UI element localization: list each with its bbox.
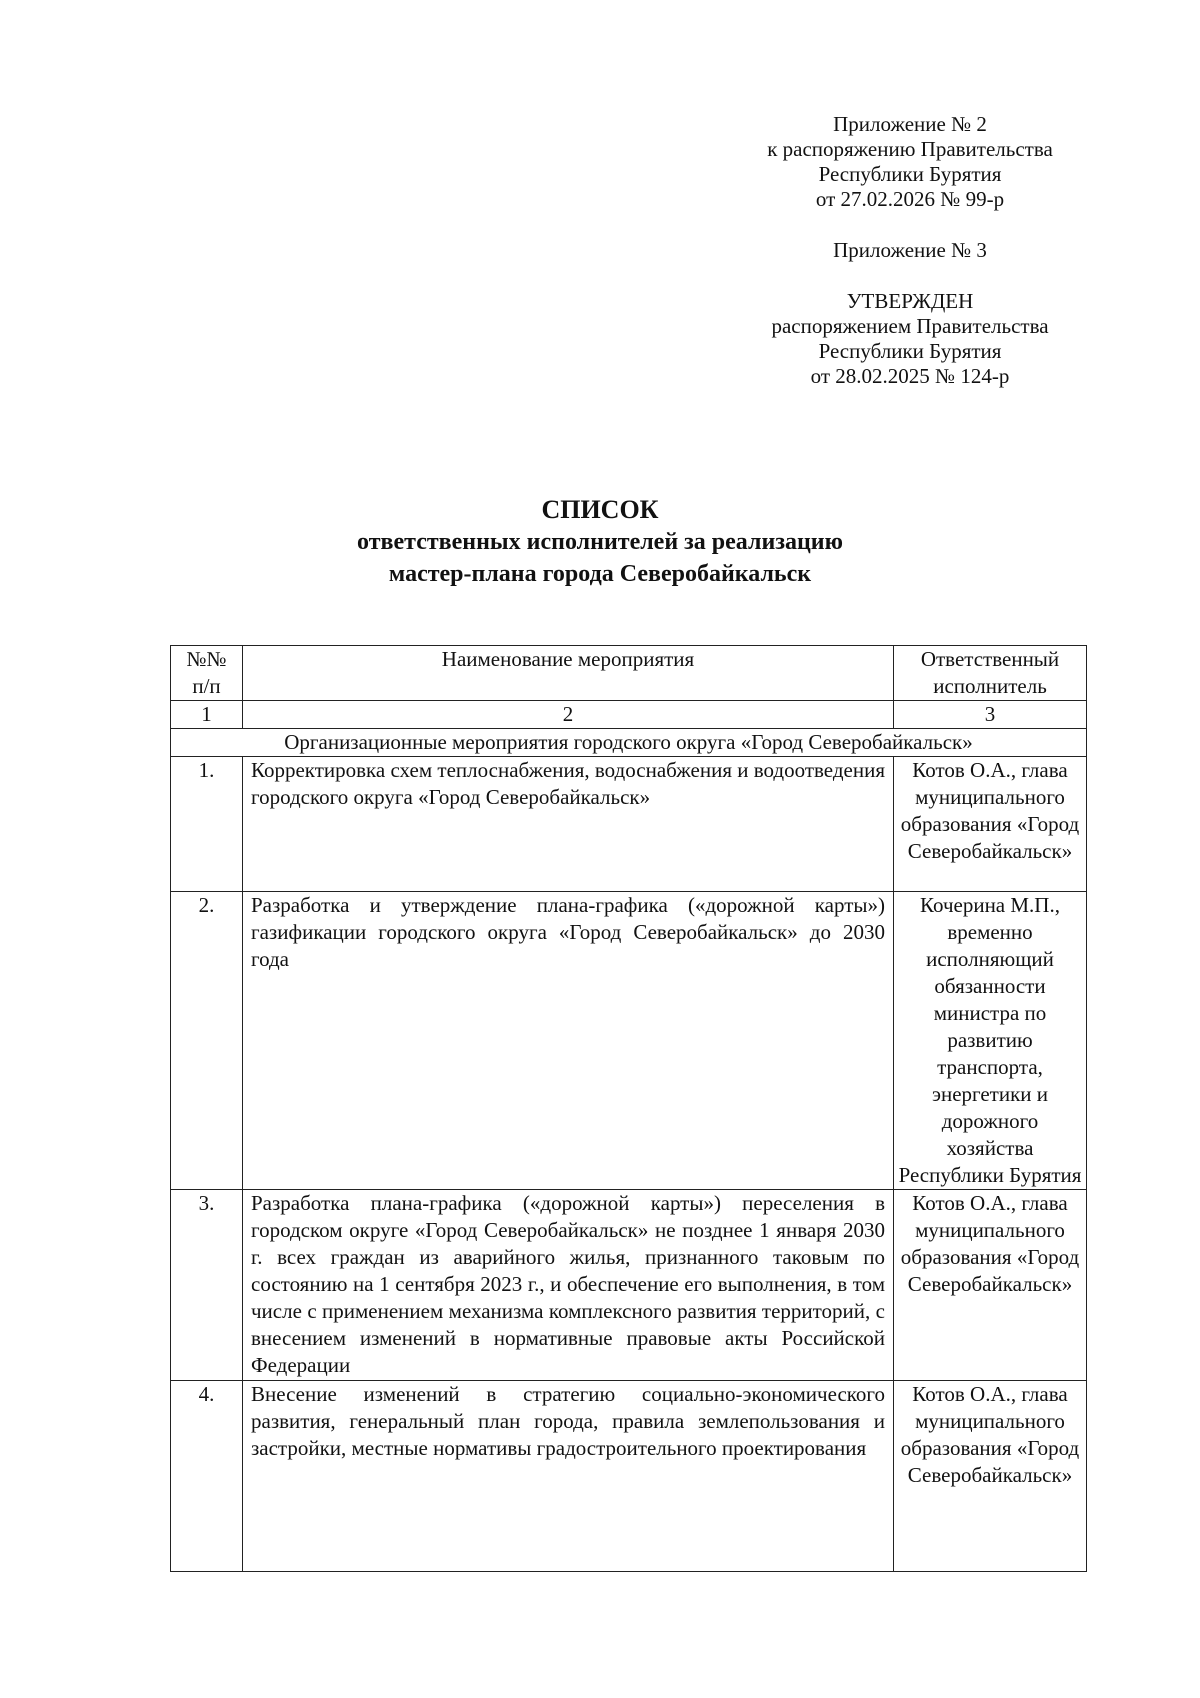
row-measure: Разработка и утверждение плана-графика («дорожной карты») газификации городского округа «Город Северобайкальск» до 2030 года: [243, 892, 894, 1190]
table-section-row: [171, 729, 1087, 757]
appendix-2-label: Приложение № 2: [833, 112, 987, 136]
approved-ref-line: распоряжением Правительства: [771, 314, 1049, 338]
table-row: [171, 1381, 1087, 1572]
header-cell-name: Наименование мероприятия: [243, 646, 894, 701]
title-line: мастер-плана города Северобайкальск: [388, 561, 812, 587]
document-title: [0, 494, 1200, 590]
row-number: 1.: [171, 757, 243, 892]
row-responsible: Котов О.А., глава муниципального образования «Город Северобайкальск»: [894, 1381, 1087, 1572]
table-row: [171, 1190, 1087, 1381]
document-header: [680, 112, 1140, 389]
row-responsible: Кочерина М.П., временно исполняющий обязанности министра по развитию транспорта, энергетики и дорожного хозяйства Республики Бурятия: [894, 892, 1087, 1190]
table-header-row: [171, 646, 1087, 701]
row-number: 2.: [171, 892, 243, 1190]
appendix-3-label: Приложение № 3: [833, 238, 987, 262]
title-main: СПИСОК: [541, 495, 659, 524]
table-column-numbers-row: [171, 701, 1087, 729]
title-line: ответственных исполнителей за реализацию: [357, 529, 843, 555]
appendix-2-ref-line: к распоряжению Правительства: [767, 137, 1053, 161]
row-responsible: Котов О.А., глава муниципального образования «Город Северобайкальск»: [894, 757, 1087, 892]
header-cell-responsible: Ответственный исполнитель: [894, 646, 1087, 701]
table-row: [171, 892, 1087, 1190]
column-number: 3: [894, 701, 1087, 729]
section-title: Организационные мероприятия городского округа «Город Северобайкальск»: [171, 729, 1087, 757]
header-cell-number: №№ п/п: [171, 646, 243, 701]
approved-label: УТВЕРЖДЕН: [846, 289, 974, 313]
appendix-2-ref-line: Республики Бурятия: [818, 162, 1002, 186]
row-measure: Корректировка схем теплоснабжения, водоснабжения и водоотведения городского округа «Город Северобайкальск»: [243, 757, 894, 892]
responsibles-table: [170, 645, 1087, 1572]
row-number: 3.: [171, 1190, 243, 1381]
appendix-2-date: от 27.02.2026 № 99-р: [815, 187, 1005, 211]
table-row: [171, 757, 1087, 892]
row-measure: Внесение изменений в стратегию социально-экономического развития, генеральный план города, правила землепользования и застройки, местные нормативы градостроительного проектирования: [243, 1381, 894, 1572]
approved-date: от 28.02.2025 № 124-р: [810, 364, 1010, 388]
column-number: 1: [171, 701, 243, 729]
approved-ref-line: Республики Бурятия: [818, 339, 1002, 363]
row-number: 4.: [171, 1381, 243, 1572]
row-responsible: Котов О.А., глава муниципального образования «Город Северобайкальск»: [894, 1190, 1087, 1381]
column-number: 2: [243, 701, 894, 729]
row-measure: Разработка плана-графика («дорожной карты») переселения в городском округе «Город Северобайкальск» не позднее 1 января 2030 г. всех граждан из аварийного жилья, признанного таковым по состоянию на 1 сентября 2023 г., и обеспечение его выполнения, в том числе с применением механизма комплексного развития территорий, с внесением изменений в нормативные правовые акты Российской Федерации: [243, 1190, 894, 1381]
